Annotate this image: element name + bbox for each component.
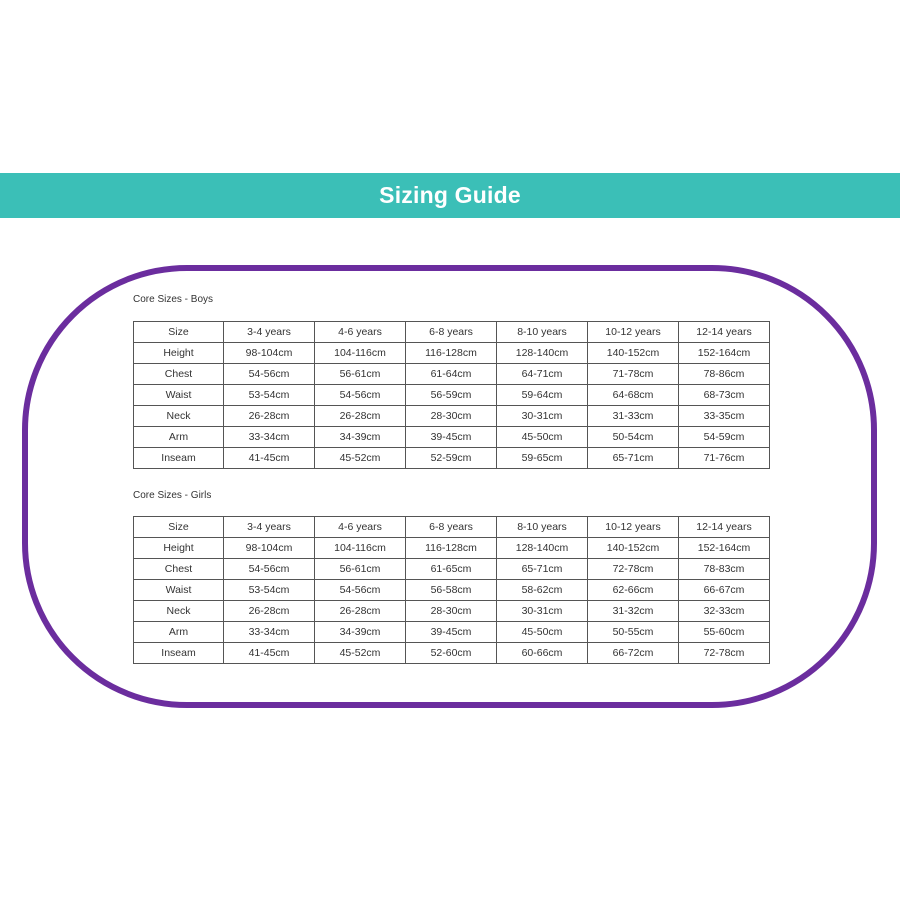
row-label-cell: Arm: [134, 622, 224, 643]
table-cell: 41-45cm: [224, 448, 315, 469]
table-cell: 104-116cm: [315, 343, 406, 364]
row-label-cell: Chest: [134, 559, 224, 580]
row-label-cell: Waist: [134, 385, 224, 406]
table-cell: 33-35cm: [679, 406, 770, 427]
header-row: [134, 517, 770, 538]
table-cell: 78-86cm: [679, 364, 770, 385]
table-cell: 65-71cm: [588, 448, 679, 469]
row-label-cell: Height: [134, 343, 224, 364]
table-cell: 65-71cm: [497, 559, 588, 580]
table-cell: 33-34cm: [224, 622, 315, 643]
table-row: [134, 580, 770, 601]
table-cell: 61-65cm: [406, 559, 497, 580]
table-cell: 26-28cm: [315, 406, 406, 427]
table-cell: 30-31cm: [497, 406, 588, 427]
table-cell: 55-60cm: [679, 622, 770, 643]
table-cell: 26-28cm: [224, 601, 315, 622]
table-row: [134, 406, 770, 427]
column-header-cell: 12-14 years: [679, 517, 770, 538]
row-label-cell: Inseam: [134, 448, 224, 469]
table-cell: 56-61cm: [315, 559, 406, 580]
table-cell: 64-68cm: [588, 385, 679, 406]
table-row: [134, 385, 770, 406]
table-cell: 64-71cm: [497, 364, 588, 385]
table-cell: 104-116cm: [315, 538, 406, 559]
row-label-cell: Size: [134, 322, 224, 343]
column-header-cell: 6-8 years: [406, 517, 497, 538]
row-label-cell: Size: [134, 517, 224, 538]
row-label-cell: Height: [134, 538, 224, 559]
column-header-cell: 6-8 years: [406, 322, 497, 343]
table-cell: 34-39cm: [315, 622, 406, 643]
table-cell: 60-66cm: [497, 643, 588, 664]
header-row: [134, 322, 770, 343]
table-cell: 50-55cm: [588, 622, 679, 643]
table-row: [134, 601, 770, 622]
table-row: [134, 343, 770, 364]
table-cell: 54-56cm: [315, 580, 406, 601]
table-row: [134, 448, 770, 469]
table-row: [134, 538, 770, 559]
table-cell: 39-45cm: [406, 427, 497, 448]
table-cell: 31-32cm: [588, 601, 679, 622]
table-row: [134, 559, 770, 580]
row-label-cell: Neck: [134, 601, 224, 622]
table-cell: 71-76cm: [679, 448, 770, 469]
table-cell: 32-33cm: [679, 601, 770, 622]
table-cell: 41-45cm: [224, 643, 315, 664]
table-cell: 30-31cm: [497, 601, 588, 622]
table-cell: 98-104cm: [224, 343, 315, 364]
table-cell: 61-64cm: [406, 364, 497, 385]
row-label-cell: Neck: [134, 406, 224, 427]
table-cell: 50-54cm: [588, 427, 679, 448]
table-cell: 128-140cm: [497, 538, 588, 559]
table-cell: 140-152cm: [588, 538, 679, 559]
row-label-cell: Chest: [134, 364, 224, 385]
column-header-cell: 8-10 years: [497, 322, 588, 343]
column-header-cell: 8-10 years: [497, 517, 588, 538]
table-cell: 54-56cm: [224, 559, 315, 580]
table-row: [134, 622, 770, 643]
table-cell: 58-62cm: [497, 580, 588, 601]
girls-size-table: [133, 516, 770, 664]
boys-section-label: Core Sizes - Boys: [133, 294, 214, 305]
row-label-cell: Inseam: [134, 643, 224, 664]
table-cell: 34-39cm: [315, 427, 406, 448]
table-cell: 45-52cm: [315, 448, 406, 469]
table-row: [134, 643, 770, 664]
table-cell: 45-52cm: [315, 643, 406, 664]
table-cell: 59-64cm: [497, 385, 588, 406]
row-label-cell: Waist: [134, 580, 224, 601]
column-header-cell: 3-4 years: [224, 322, 315, 343]
column-header-cell: 10-12 years: [588, 517, 679, 538]
table-cell: 59-65cm: [497, 448, 588, 469]
table-cell: 54-56cm: [224, 364, 315, 385]
table-cell: 54-56cm: [315, 385, 406, 406]
table-cell: 33-34cm: [224, 427, 315, 448]
table-cell: 62-66cm: [588, 580, 679, 601]
page-title: Sizing Guide: [379, 182, 521, 208]
column-header-cell: 12-14 years: [679, 322, 770, 343]
table-cell: 72-78cm: [679, 643, 770, 664]
table-cell: 52-59cm: [406, 448, 497, 469]
table-cell: 68-73cm: [679, 385, 770, 406]
column-header-cell: 4-6 years: [315, 517, 406, 538]
table-cell: 78-83cm: [679, 559, 770, 580]
table-cell: 45-50cm: [497, 622, 588, 643]
table-row: [134, 364, 770, 385]
table-cell: 54-59cm: [679, 427, 770, 448]
table-cell: 152-164cm: [679, 343, 770, 364]
header-banner: [0, 173, 900, 218]
table-cell: 128-140cm: [497, 343, 588, 364]
table-row: [134, 427, 770, 448]
table-cell: 56-59cm: [406, 385, 497, 406]
table-cell: 53-54cm: [224, 385, 315, 406]
table-cell: 72-78cm: [588, 559, 679, 580]
table-cell: 53-54cm: [224, 580, 315, 601]
table-cell: 56-61cm: [315, 364, 406, 385]
table-cell: 45-50cm: [497, 427, 588, 448]
table-cell: 31-33cm: [588, 406, 679, 427]
table-cell: 52-60cm: [406, 643, 497, 664]
girls-section-label: Core Sizes - Girls: [133, 490, 212, 501]
table-cell: 28-30cm: [406, 601, 497, 622]
table-cell: 66-72cm: [588, 643, 679, 664]
table-cell: 26-28cm: [315, 601, 406, 622]
table-cell: 98-104cm: [224, 538, 315, 559]
table-cell: 28-30cm: [406, 406, 497, 427]
table-cell: 152-164cm: [679, 538, 770, 559]
column-header-cell: 10-12 years: [588, 322, 679, 343]
table-cell: 56-58cm: [406, 580, 497, 601]
table-cell: 71-78cm: [588, 364, 679, 385]
table-cell: 26-28cm: [224, 406, 315, 427]
table-cell: 140-152cm: [588, 343, 679, 364]
boys-size-table: [133, 321, 770, 469]
column-header-cell: 4-6 years: [315, 322, 406, 343]
table-cell: 116-128cm: [406, 343, 497, 364]
row-label-cell: Arm: [134, 427, 224, 448]
column-header-cell: 3-4 years: [224, 517, 315, 538]
table-cell: 39-45cm: [406, 622, 497, 643]
table-cell: 66-67cm: [679, 580, 770, 601]
table-cell: 116-128cm: [406, 538, 497, 559]
